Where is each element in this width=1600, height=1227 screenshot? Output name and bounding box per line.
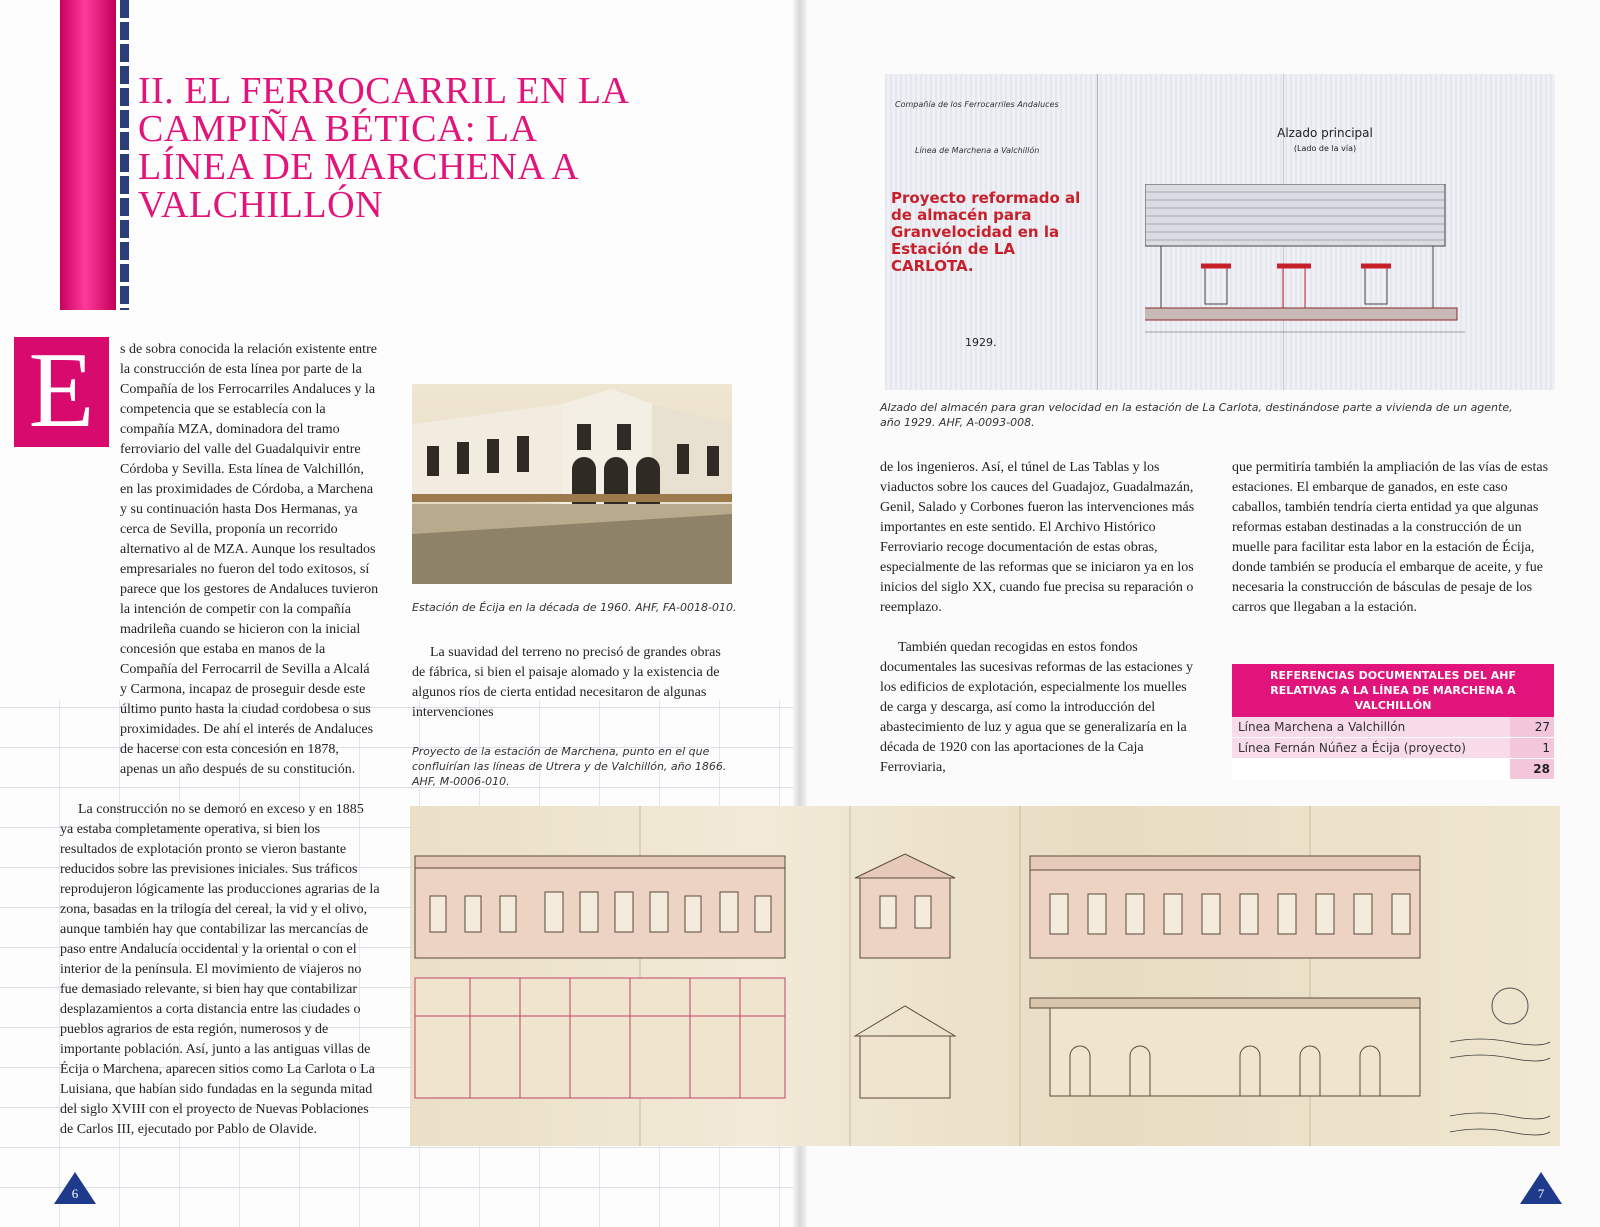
drawing-project-title: Proyecto reformado al de almacén para Granvelocidad en la Estación de LA CARLOTA. [891,189,1081,275]
page-number-marker [1520,1172,1562,1204]
row-count: 1 [1510,738,1554,758]
chapter-title-line: LÍNEA DE MARCHENA A [138,146,580,188]
page-number-marker [54,1172,96,1204]
references-table [1232,664,1554,780]
right-column-2-text [1232,458,1554,618]
dropcap-letter: E [14,337,109,447]
left-column-text [60,340,380,1140]
table-total-row [1232,759,1554,780]
drawing-line: Línea de Marchena a Valchillón [915,146,1040,155]
total-label-spacer [1232,759,1510,779]
warehouse-elevation-icon [1145,184,1475,354]
page-number: 6 [71,1186,79,1201]
page-number: 7 [1537,1186,1545,1201]
chapter-title-line: II. EL FERROCARRIL EN LA [138,70,630,112]
elevation-subtitle: (Lado de la vía) [1293,144,1357,153]
table-row [1232,717,1554,738]
drawing-company: Compañía de los Ferrocarriles Andaluces [895,100,1059,109]
plan-caption: Proyecto de la estación de Marchena, punto en el que confluirían las líneas de Utrera y de Valchillón, año 1866. AHF, M-0006-010. [412,745,727,788]
drawing-year: 1929. [965,336,997,349]
pink-decorative-band [60,0,116,310]
paragraph: que permitiría también la ampliación de las vías de estas estaciones. El embarque de ganados, en este caso caballos, también tendría cierta entidad ya que algunas reformas estaban destinadas a la construcción de un muelle para facilitar esta labor en la estación de Écija, donde también se producía el embarque de aceite, y fue necesaria la construcción de básculas de pesaje de los carros que llegaban a la estación. [1232,460,1549,615]
row-label: Línea Marchena a Valchillón [1232,717,1510,737]
fold-line [1097,74,1098,390]
chapter-title-line: VALCHILLÓN [138,184,383,226]
elevation-title: Alzado principal [1277,126,1373,140]
station-photo [412,384,732,584]
paragraph: s de sobra conocida la relación existente entre la construcción de esta línea por parte de la Compañía de los Ferrocarriles Andaluces y la competencia que se establecía con la compañía MZA, dominadora del tramo ferroviario del valle del Guadalquivir entre Córdoba y Sevilla. Esta línea de Valchillón, en las proximidades de Córdoba, a Marchena y su continuación hasta Dos Hermanas, ya cerca de Sevilla, proponía un recorrido alternativo al de MZA. Aunque los resultados empresariales no fueron del todo exitosos, sí parece que los gestores de Andaluces tuvieron la intención de competir con la compañía madrileña cuando se hicieron con la inicial concesión que estaba en manos de la Compañía del Ferrocarril de Sevilla a Alcalá y Carmona, incapaz de proseguir desde este último punto hasta la ciudad cordobesa o sus proximidades. De ahí el interés de Andaluces de hacerse con esta concesión en 1878, apenas un año después de su constitución. [120,342,379,777]
references-table-title: REFERENCIAS DOCUMENTALES DEL AHF RELATIVAS A LA LÍNEA DE MARCHENA A VALCHILLÓN [1232,664,1554,717]
table-row [1232,738,1554,759]
paragraph: La construcción no se demoró en exceso y en 1885 ya estaba completamente operativa, si bien los resultados de explotación pronto se vieron bastante reducidos sobre las previsiones iniciales. Sus tráficos reprodujeron lógicamente las producciones agrarias de la zona, basadas en la trilogía del cereal, la vid y el olivo, aunque también hay que contabilizar las mercancías de paso entre Andalucía occidental y la oriental o con el interior de la península. El movimiento de viajeros no fue demasiado relevante, si bien hay que contabilizar desplazamientos a corta distancia entre las ciudades o pueblos agrarios de esta región, numerosos y de importante población. Así, junto a las antiguas villas de Écija o Marchena, aparecen sitios como La Carlota o La Luisiana, que habían sido fundadas en la segunda mitad del siglo XVIII con el proyecto de Nuevas Poblaciones de Carlos III, ejecutado por Pablo de Olavide. [60,802,380,1137]
chapter-title-line: CAMPIÑA BÉTICA: LA [138,108,538,150]
total-count: 28 [1510,759,1554,779]
chapter-title [138,72,658,224]
row-label: Línea Fernán Núñez a Écija (proyecto) [1232,738,1510,758]
photo-caption: Estación de Écija en la década de 1960. AHF, FA-0018-010. [412,601,737,614]
ecija-station-image [412,384,732,584]
blue-decorative-band [120,0,129,310]
right-column-1-text [880,458,1202,778]
elevation-caption: Alzado del almacén para gran velocidad en la estación de La Carlota, destinándose parte a vivienda de un agente, año 1929. AHF, A-0093-008. [880,401,1513,429]
paragraph: de los ingenieros. Así, el túnel de Las Tablas y los viaductos sobre los cauces del Guadajoz, Guadalmazán, Genil, Salado y Corbones fueron las intervenciones más importantes en este sentido. El Archivo Histórico Ferroviario recoge documentación de estas obras, especialmente de las reformas que se iniciaron ya en los inicios del siglo XX, cuando fue precisa su reparación o reemplazo. [880,460,1195,615]
station-elevations-and-plan-icon [410,806,1560,1146]
la-carlota-elevation-drawing [885,74,1555,390]
paragraph: La suavidad del terreno no precisó de grandes obras de fábrica, si bien el paisaje alomado y la existencia de algunos ríos de cierta entidad necesitaron de algunas intervenciones [412,645,721,720]
paragraph: También quedan recogidas en estos fondos documentales las sucesivas reformas de las estaciones y los edificios de explotación, especialmente los muelles de carga y descarga, así como la introducción del abastecimiento de luz y agua que se generalizaría en la década de 1920 con las aportaciones de la Caja Ferroviaria, [880,640,1193,775]
row-count: 27 [1510,717,1554,737]
middle-column-text [412,643,732,723]
marchena-station-plan-drawing [410,806,1560,1146]
